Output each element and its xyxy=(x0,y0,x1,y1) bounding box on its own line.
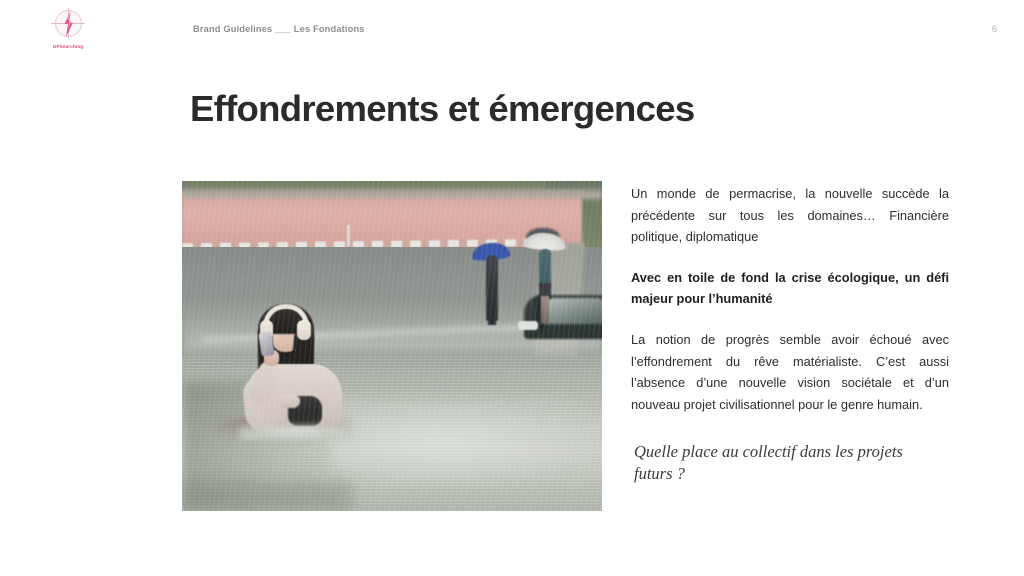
photo-person-legs xyxy=(488,301,496,325)
photo-woman-sleeve-cuff xyxy=(280,394,300,408)
photo-woman-in-flood xyxy=(234,302,356,437)
page-title: Effondrements et émergences xyxy=(190,88,695,129)
photo-plaza-edge xyxy=(182,189,602,199)
body-paragraph-3: La notion de progrès semble avoir échoué avec l’effondrement du rêve matérialiste. C’est aussi l’absence d’une nouvelle vision sociétale et d’un nouveau projet civilisationnel pour le genre humain. xyxy=(631,331,949,412)
body-text-column xyxy=(631,183,949,415)
body-paragraph-2: Avec en toile de fond la crise écologique, un défi majeur pour l’humanité xyxy=(631,269,949,307)
photo-person-legs xyxy=(541,296,549,324)
brand-logo xyxy=(47,9,89,55)
photo-person-white-umbrella xyxy=(524,233,552,323)
body-paragraph-1: Un monde de permacrise, la nouvelle succède la précédente sur tous les domaines… Financière politique, diplomatique xyxy=(631,186,949,245)
flood-photograph xyxy=(182,181,602,511)
photo-woman-splash xyxy=(234,426,358,438)
slide-header xyxy=(0,0,1024,62)
photo-water-sheen xyxy=(332,396,602,486)
logo-mark-icon xyxy=(49,9,87,42)
closing-question: Quelle place au collectif dans les projets futurs ? xyxy=(634,442,903,483)
photo-person-torso xyxy=(539,249,551,287)
lightning-bolt-icon xyxy=(62,11,75,37)
photo-headphone-earcup-right xyxy=(297,320,311,340)
page-number: 6 xyxy=(991,24,997,35)
breadcrumb: Brand Guidelines ___ Les Fondations xyxy=(193,24,365,34)
photo-water-shadow-bottom xyxy=(182,481,352,511)
photo-person-blue-umbrella xyxy=(472,243,498,321)
logo-wordmark: GPSearching xyxy=(52,44,84,49)
photo-bollard xyxy=(347,225,350,247)
